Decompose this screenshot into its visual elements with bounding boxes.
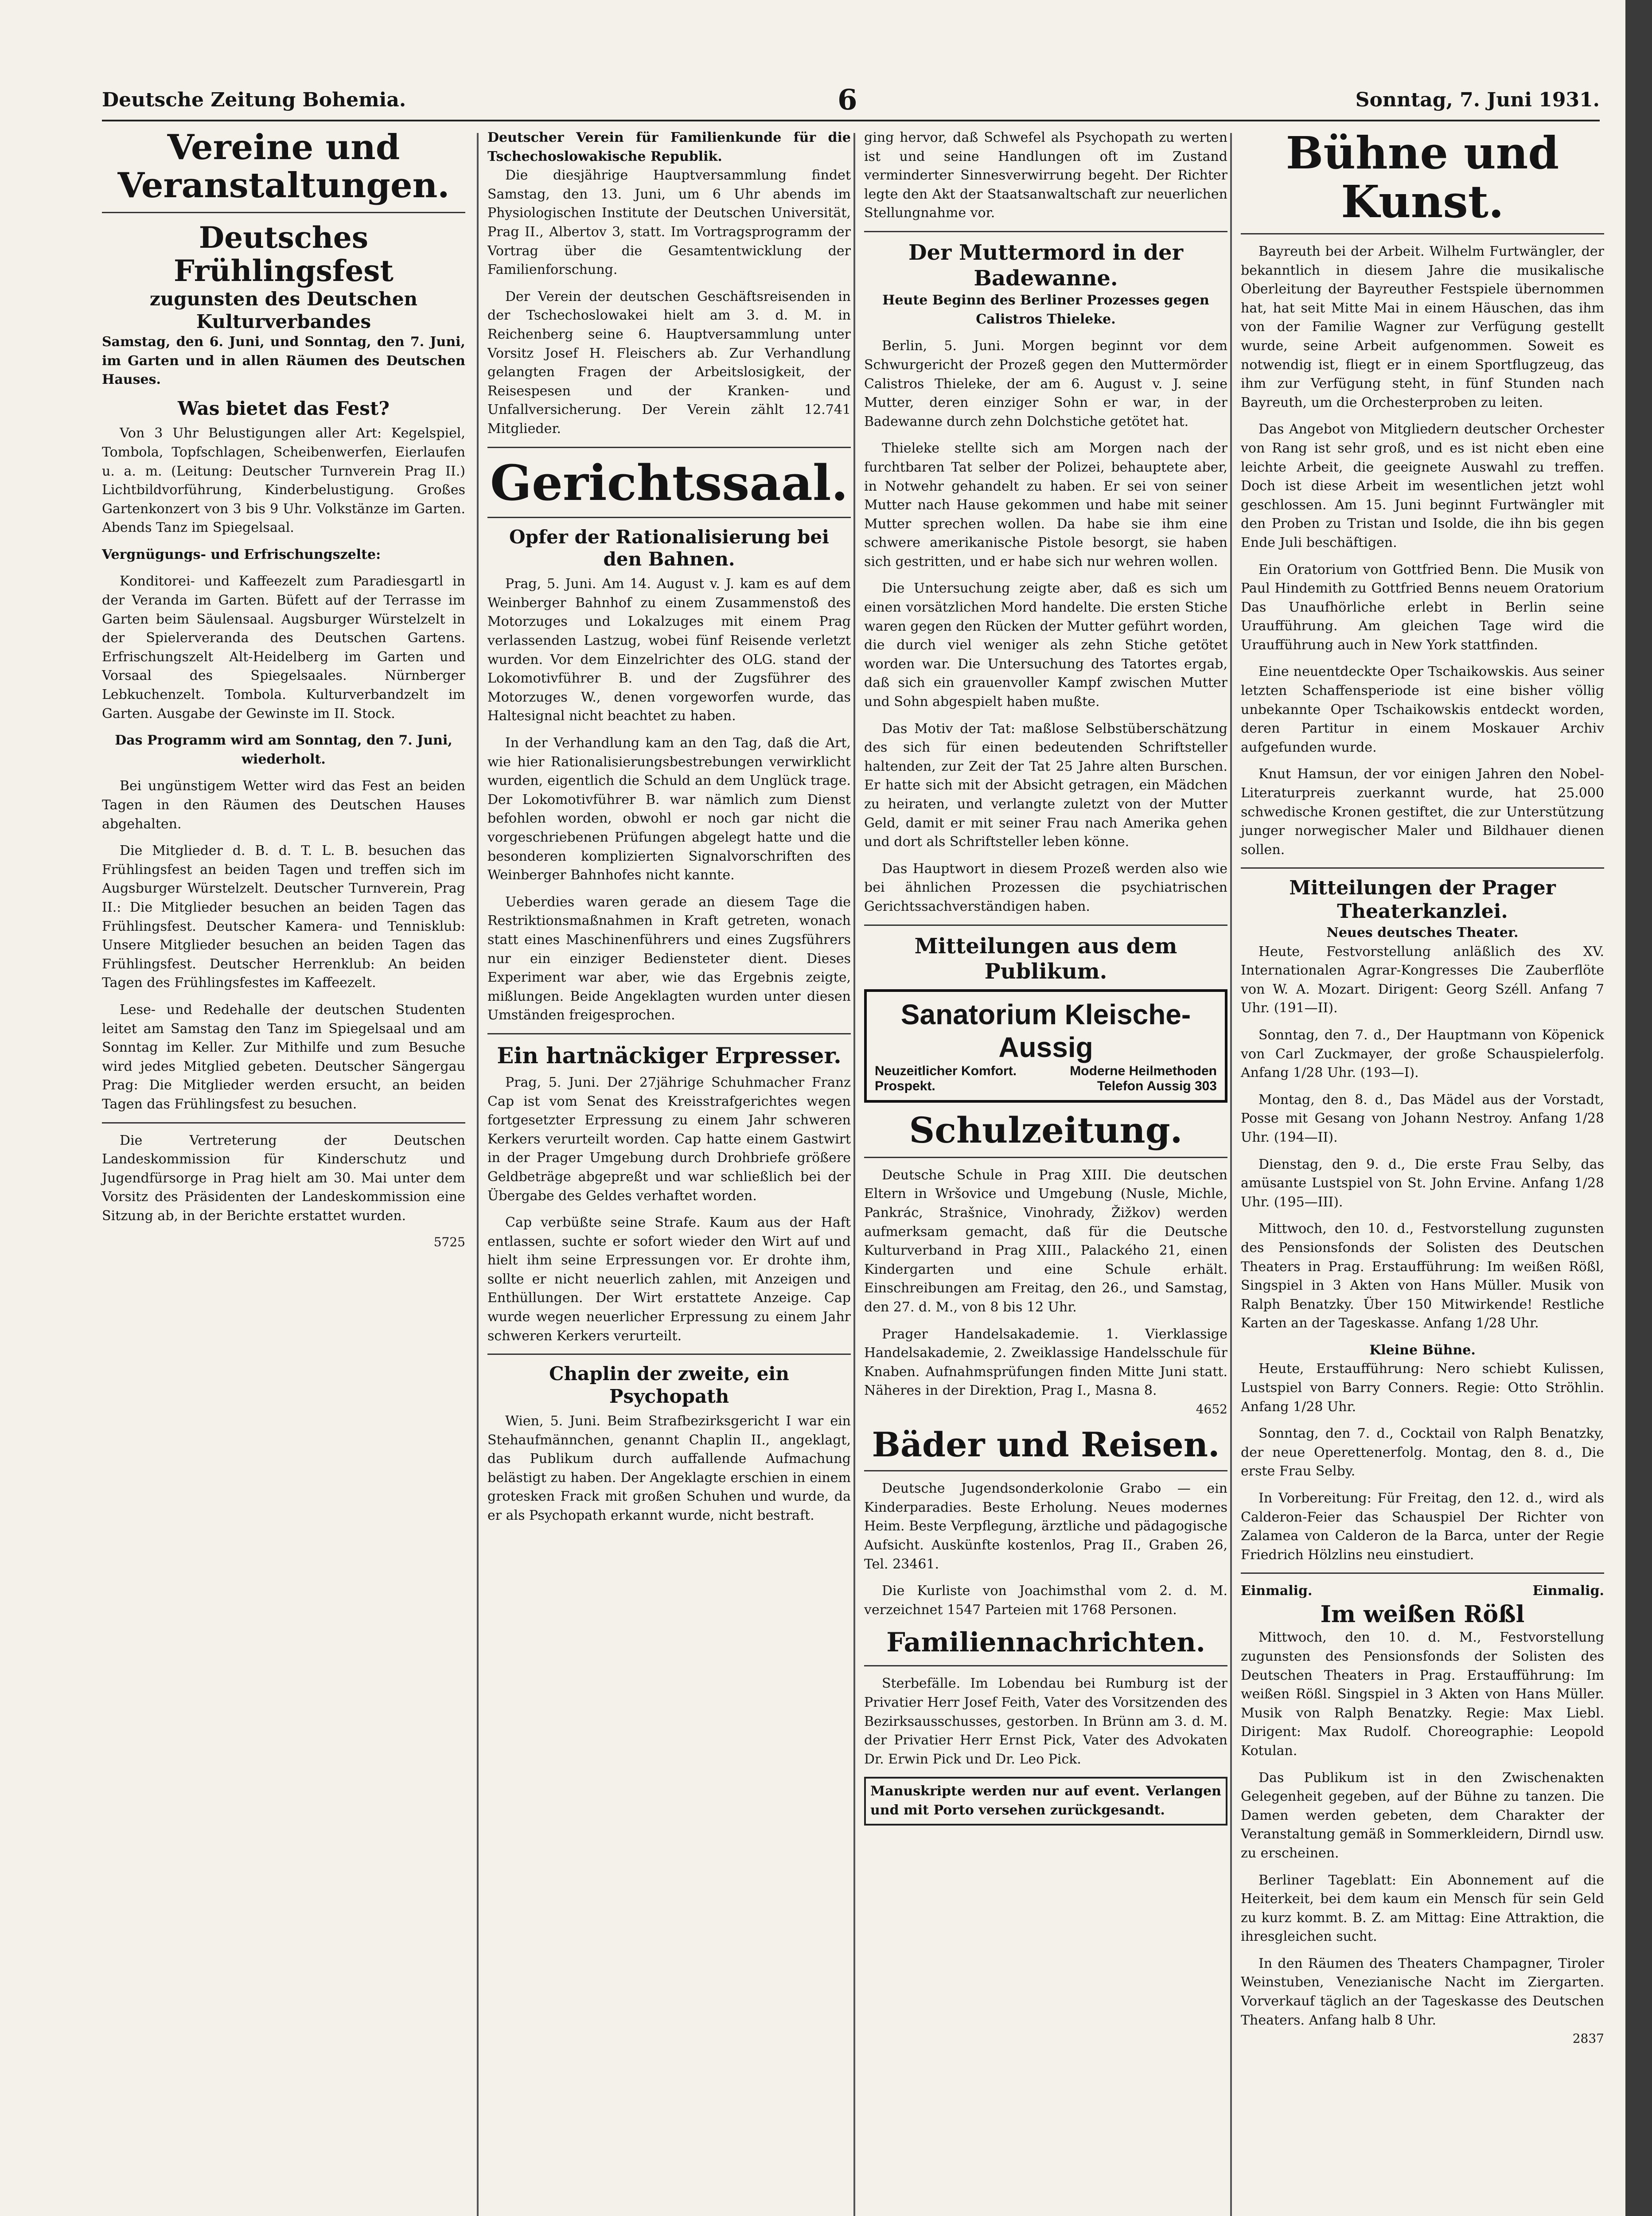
- ad-row-1: [875, 1064, 1217, 1079]
- column-2: [487, 129, 851, 1533]
- fest-paragraph-4: Die Mitglieder d. B. d. T. L. B. besuchen das Frühlingsfest an beiden Tagen und treffen sich im Augsburger Würstelzelt. Deutscher Turnverein, Prag II.: Die Mitglieder besuchen an beiden Tagen das Frühlingsfest. Deutscher Kamera- und Tennisklub: Unsere Mitglieder besuchen an beiden Tagen das Frühlingsfest. Deutscher Herrenklub: An beiden Tagen des Frühlingsfestes im Kaffeezelt.: [102, 843, 465, 991]
- travel-p1: Deutsche Jugendsonderkolonie Grabo — ein Kinderparadies. Beste Erholung. Neues modernes Heim. Beste Verpflegung, ärztliche und pädagogische Aufsicht. Auskünfte kostenlos, Prag II., Graben 26, Tel. 23461.: [864, 1481, 1227, 1572]
- court-article-1-p3: Ueberdies waren gerade an diesem Tage die Restriktionsmaßnahmen in Kraft getreten, wonach statt eines Maschinenführers und eines Zugsführers nur ein einziger Bediensteter dient. Dieses Experiment war aber, wie das Ergebnis zeigte, mißlungen. Beide Angeklagten wurden unter diesen Umständen freigesprochen.: [487, 894, 851, 1023]
- muttermord-p5: Das Hauptwort in diesem Prozeß werden also wie bei ähnlichen Prozessen die psychiatrischen Gerichtssachverständigen haben.: [864, 861, 1227, 914]
- page-date: Sonntag, 7. Juni 1931.: [1355, 89, 1600, 111]
- divider: [487, 447, 851, 448]
- column-4: [1241, 129, 1604, 2048]
- divider: [1241, 867, 1604, 869]
- muttermord-p2: Thieleke stellte sich am Morgen nach der furchtbaren Tat selber der Polizei, behauptete aber, in Notwehr gehandelt zu haben. Er sei von seiner Mutter nach Hause gekommen und habe mit seiner Mutter sprechen wollen. Da habe sie ihm eine schwere amerikanische Pistole besorgt, sie haben sich gestritten, und er habe sich nur wehren wollen.: [864, 441, 1227, 570]
- fest-paragraph-6: Die Vertreterung der Deutschen Landeskommission für Kinderschutz und Jugendfürsorge in Prag hielt am 30. Mai unter dem Vorsitz des Präsidenten der Landeskommission eine Sitzung ab, in der Berichte erstattet wurden.: [102, 1132, 465, 1224]
- small-stage-p3: In Vorbereitung: Für Freitag, den 12. d., wird als Calderon-Feier das Schauspiel Der Richter von Zalamea von Calderon de la Barca, unter der Regie Friedrich Hölzlins neu einstudiert.: [1241, 1490, 1604, 1563]
- theater-p2: Sonntag, den 7. d., Der Hauptmann von Köpenick von Carl Zuckmayer, der große Schauspielerfolg. Anfang 1/28 Uhr. (193—I).: [1241, 1027, 1604, 1081]
- ad-methods: Moderne Heilmethoden: [1070, 1063, 1217, 1078]
- theater-p5: Mittwoch, den 10. d., Festvorstellung zugunsten des Pensionsfonds der Solisten des Deutschen Theaters in Prag. Erstaufführung: Im weißen Rößl, Singspiel in 3 Akten von Hans Müller. Musik von Ralph Benatzky. Über 150 Mitwirkende! Restliche Karten an der Tageskasse. Anfang 1/28 Uhr.: [1241, 1221, 1604, 1331]
- page-number: 6: [838, 83, 857, 117]
- divider: [102, 1122, 465, 1124]
- column-3: [864, 129, 1227, 1831]
- theater-title: Mitteilungen der Prager Theaterkanzlei.: [1289, 877, 1556, 923]
- einmalig-right: Einmalig.: [1532, 1583, 1604, 1599]
- manuscript-notice-box: [864, 1777, 1227, 1825]
- fest-title: Deutsches Frühlingsfest: [174, 220, 394, 289]
- divider: [864, 1665, 1227, 1666]
- divider: [487, 1033, 851, 1034]
- fest-paragraph-3: Bei ungünstigem Wetter wird das Fest an beiden Tagen in den Räumen des Deutschen Hauses abgehalten.: [102, 778, 465, 832]
- divider: [487, 1354, 851, 1355]
- continued-text: ging hervor, daß Schwefel als Psychopath zu werten ist und seine Handlungen oft im Zustand verminderter Sinnesverwirrung begeht. Der Richter legte den Akt der Staatsanwaltschaft zur neuerlichen Stellungnahme vor.: [864, 130, 1227, 221]
- ad-telefon: Telefon Aussig 303: [1097, 1078, 1217, 1093]
- publikum-title: Mitteilungen aus dem Publikum.: [914, 933, 1177, 984]
- geschaeftsreisende-text: Der Verein der deutschen Geschäftsreisenden in der Tschechoslowakei hielt am 3. d. M. in Reichenberg seine 6. Hauptversammlung unter Vorsitz Josef H. Fleischers ab. Zur Verhandlung gelangten Fragen der Arbeitslosigkeit, der Reisespesen und der Kranken- und Unfallversicherung. Der Verein zählt 12.741 Mitglieder.: [487, 289, 851, 437]
- schulzeitung-title: Schulzeitung.: [909, 1109, 1183, 1151]
- divider: [1241, 1572, 1604, 1574]
- buehne-p2: Das Angebot von Mitgliedern deutscher Orchester von Rang ist sehr groß, und es ist nicht eben eine leichte Arbeit, die geeignete Auswahl zu treffen. Doch ist diese Arbeit im wesentlichen jetzt wohl geschlossen. Am 15. Juni beginnt Furtwängler mit den Proben zu Tristan und Isolde, die ihn bis gegen Ende Juli beschäftigen.: [1241, 421, 1604, 550]
- ad-row-2: [875, 1079, 1217, 1094]
- column-rule-3: [1230, 133, 1232, 2216]
- fest-paragraph-2: Konditorei- und Kaffeezelt zum Paradiesgartl in der Veranda im Garten. Büfett auf der Terrasse im Garten beim Säulensaal. Augsburger Würstelzelt in der Spielerveranda des Deutschen Gartens. Erfrischungszelt Alt-Heidelberg im Garten und Vorsaal des Spiegelsaales. Nürnberger Lebkuchenzelt. Tombola. Kulturverbandzelt im Garten. Ausgabe der Gewinste im II. Stock.: [102, 574, 465, 722]
- divider: [487, 517, 851, 518]
- fest-subheading: Vergnügungs- und Erfrischungszelte:: [102, 546, 381, 562]
- scan-edge-right: [1625, 0, 1652, 2216]
- familien-title: Familiennachrichten.: [886, 1627, 1205, 1658]
- buehne-p3: Ein Oratorium von Gottfried Benn. Die Musik von Paul Hindemith zu Gottfried Benns neuem Oratorium Das Unaufhörliche erlebt in Berlin seine Uraufführung. Am gleichen Tage wird die Uraufführung auch in New York stattfinden.: [1241, 562, 1604, 653]
- small-stage-p1: Heute, Erstaufführung: Nero schiebt Kulissen, Lustspiel von Barry Conners. Regie: Otto Ströhlin. Anfang 1/28 Uhr.: [1241, 1361, 1604, 1415]
- buehne-p5: Knut Hamsun, der vor einigen Jahren den Nobel-Literaturpreis zuerkannt wurde, hat 25.000 schwedische Kronen gestiftet, die zur Unterstützung junger norwegischer Maler und Bildhauer dienen sollen.: [1241, 766, 1604, 858]
- ad-prospekt: Prospekt.: [875, 1078, 935, 1093]
- family-p1: Sterbefälle. Im Lobendau bei Rumburg ist der Privatier Herr Josef Feith, Vater des Vorsitzenden des Bezirksausschusses, gestorben. In Brünn am 3. d. M. der Privatier Herr Ernst Pick, Vater des Advokaten Dr. Erwin Pick und Dr. Leo Pick.: [864, 1676, 1227, 1767]
- buehne-p1: Bayreuth bei der Arbeit. Wilhelm Furtwängler, der bekanntlich in diesem Jahre die musikalische Oberleitung der Bayreuther Festspiele übernommen hat, hat seit Mitte Mai in einem Häuschen, das ihm von der Familie Wagner zur Verfügung gestellt wurde, seine Arbeit aufgenommen. Soweit es notwendig ist, fliegt er in einem Sportflugzeug, das ihm zur Verfügung steht, in fünf Stunden nach Bayreuth, um die Orchesterproben zu leiten.: [1241, 244, 1604, 410]
- manuscript-notice: Manuskripte werden nur auf event. Verlangen und mit Porto versehen zurückgesandt.: [870, 1783, 1221, 1818]
- court-article-2-p2: Cap verbüßte seine Strafe. Kaum aus der Haft entlassen, suchte er sofort wieder den Wirt auf und hielt ihm seine Erpressungen vor. Er drohte ihm, sollte er nicht neuerlich zahlen, mit Anzeigen und Enthüllungen. Der Wirt erstattete Anzeige. Cap wurde wegen neuerlicher Erpressung zu einem Jahr schweren Kerkers verurteilt.: [487, 1215, 851, 1344]
- page-header: [102, 80, 1600, 121]
- small-stage-title: Kleine Bühne.: [1369, 1342, 1476, 1358]
- muttermord-p3: Die Untersuchung zeigte aber, daß es sich um einen vorsätzlichen Mord handelte. Die ersten Stiche waren gegen den Rücken der Mutter geführt worden, die durch viel weniger als zehn Stiche getötet worden war. Die Untersuchung des Tatortes ergab, daß sich ein grauenvoller Kampf zwischen Mutter und Sohn abgespielt haben mußte.: [864, 581, 1227, 710]
- signature-code-col4: 2837: [1572, 2031, 1604, 2046]
- court-article-1-p1: Prag, 5. Juni. Am 14. August v. J. kam es auf dem Weinberger Bahnhof zu einem Zusammenstoß des Motorzuges und Lokalzuges mit einem Prag verlassenden Lastzug, wobei fünf Reisende verletzt wurden. Vor dem Einzelrichter des OLG. stand der Lokomotivführer B. und der Zugsführer des Motorzuges W., denen vorgeworfen wurde, das Haltesignal nicht beachtet zu haben.: [487, 576, 851, 724]
- einmalig-left: Einmalig.: [1241, 1583, 1313, 1599]
- fest-question: Was bietet das Fest?: [178, 397, 390, 419]
- roessl-title: Im weißen Rößl: [1320, 1601, 1525, 1628]
- signature-code: 5725: [433, 1235, 465, 1250]
- school-p2: Prager Handelsakademie. 1. Vierklassige Handelsakademie, 2. Zweiklassige Handelsschule für Knaben. Aufnahmsprüfungen finden Mitte Juni statt. Näheres in der Direktion, Prag I., Masna 8.: [864, 1326, 1227, 1399]
- muttermord-subtitle: Heute Beginn des Berliner Prozesses gegen Calistros Thieleke.: [882, 293, 1209, 327]
- theater-p4: Dienstag, den 9. d., Die erste Frau Selby, das amüsante Lustspiel von St. John Ervine. Anfang 1/28 Uhr. (195—III).: [1241, 1156, 1604, 1210]
- fest-dates: Samstag, den 6. Juni, und Sonntag, den 7. Juni, im Garten und in allen Räumen des Deutschen Hauses.: [102, 334, 465, 388]
- divider: [102, 212, 465, 213]
- muttermord-title: Der Muttermord in der Badewanne.: [908, 240, 1183, 291]
- divider: [864, 1470, 1227, 1471]
- gerichtssaal-title: Gerichtssaal.: [490, 454, 848, 511]
- buehne-title: Bühne und Kunst.: [1286, 127, 1559, 228]
- column-rule-1: [477, 133, 479, 2216]
- theater-subtitle: Neues deutsches Theater.: [1326, 925, 1519, 940]
- travel-p2: Die Kurliste von Joachimsthal vom 2. d. M. verzeichnet 1547 Parteien mit 1768 Personen.: [864, 1583, 1227, 1618]
- court-article-1-p2: In der Verhandlung kam an den Tag, daß die Art, wie hier Rationalisierungsbestrebungen verwirklicht wurden, eigentlich die Schuld an dem Unglück trage. Der Lokomotivführer B. war nämlich zum Dienst befohlen worden, obwohl er noch gar nicht die vorgeschriebenen Prüfungen abgelegt hatte und die besonderen komplizierten Signalvorschriften des Weinberger Bahnhofes nicht kannte.: [487, 735, 851, 883]
- court-article-2-title: Ein hartnäckiger Erpresser.: [497, 1042, 842, 1069]
- baeder-title: Bäder und Reisen.: [872, 1424, 1220, 1464]
- fest-paragraph-5: Lese- und Redehalle der deutschen Studenten leitet am Samstag den Tanz im Spiegelsaal und am Sonntag im Keller. Zur Mithilfe und zum Besuche wird jedes Mitglied gebeten. Deutscher Sängergau Prag: Die Mitglieder werden ersucht, an beiden Tagen das Frühlingsfest zu besuchen.: [102, 1002, 465, 1112]
- ad-name: Sanatorium Kleische-Aussig: [900, 998, 1191, 1063]
- buehne-p4: Eine neuentdeckte Oper Tschaikowskis. Aus seiner letzten Schaffensperiode ist eine bisher völlig unbekannte Oper Tschaikowskis entdeckt worden, deren Partitur in einem Moskauer Archiv aufgefunden wurde.: [1241, 664, 1604, 755]
- fest-subtitle: zugunsten des Deutschen Kulturverbandes: [149, 288, 418, 332]
- familienkunde-title: Deutscher Verein für Familienkunde für die Tschechoslowakische Republik.: [487, 130, 851, 164]
- school-p1: Deutsche Schule in Prag XIII. Die deutschen Eltern in Wršovice und Umgebung (Nusle, Michle, Pankrác, Strašnice, Vinohrady, Žižkov) werden aufmerksam gemacht, daß für die Deutsche Kulturverband in Prag XIII., Palackého 21, einen Kindergarten und eine Schule erhält. Einschreibungen am Freitag, den 26., und Samstag, den 27. d. M., von 8 bis 12 Uhr.: [864, 1167, 1227, 1315]
- theater-p3: Montag, den 8. d., Das Mädel aus der Vorstadt, Posse mit Gesang von Johann Nestroy. Anfang 1/28 Uhr. (194—II).: [1241, 1092, 1604, 1145]
- small-stage-p2: Sonntag, den 7. d., Cocktail von Ralph Benatzky, der neue Operettenerfolg. Montag, den 8. d., Die erste Frau Selby.: [1241, 1426, 1604, 1479]
- roessl-p2: Das Publikum ist in den Zwischenakten Gelegenheit gegeben, auf der Bühne zu tanzen. Die Damen werden gebeten, dem Charakter der Veranstaltung gemäß in Sommerkleidern, Dirndl usw. zu erscheinen.: [1241, 1770, 1604, 1861]
- theater-p1: Heute, Festvorstellung anläßlich des XV. Internationalen Agrar-Kongresses Die Zauberflöte von W. A. Mozart. Dirigent: Georg Széll. Anfang 7 Uhr. (191—II).: [1241, 944, 1604, 1016]
- divider: [864, 925, 1227, 926]
- divider: [864, 231, 1227, 232]
- sanatorium-advertisement: [864, 989, 1227, 1103]
- court-article-3-title: Chaplin der zweite, ein Psychopath: [549, 1363, 789, 1407]
- muttermord-p1: Berlin, 5. Juni. Morgen beginnt vor dem Schwurgericht der Prozeß gegen den Muttermörder Calistros Thieleke, der am 6. August v. J. seine Mutter, deren einziger Sohn er war, in der Badewanne durch zehn Dolchstiche getötet hat.: [864, 338, 1227, 429]
- fest-program: Das Programm wird am Sonntag, den 7. Juni, wiederholt.: [115, 733, 452, 767]
- einmalig-row: [1241, 1582, 1604, 1601]
- section-title-vereine: Vereine und Veranstaltungen.: [117, 127, 450, 206]
- court-article-1-title: Opfer der Rationalisierung bei den Bahnen.: [509, 526, 829, 570]
- court-article-2-p1: Prag, 5. Juni. Der 27jährige Schuhmacher Franz Cap ist vom Senat des Kreisstrafgerichtes wegen fortgesetzter Erpressung zu einem Jahr schweren Kerkers verurteilt worden. Cap hatte einem Gastwirt in der Prager Umgebung durch Drohbriefe größere Geldbeträge abgepreßt und war schließlich bei der Übergabe des Geldes verhaftet worden.: [487, 1074, 851, 1204]
- school-signature: 4652: [1196, 1401, 1227, 1416]
- familienkunde-text: Die diesjährige Hauptversammlung findet Samstag, den 13. Juni, um 6 Uhr abends im Physiologischen Institute der Deutschen Universität, Prag II., Albertov 3, statt. Im Vortragsprogramm der Vortrag über die Gesamtentwicklung der Familienforschung.: [487, 168, 851, 278]
- ad-comfort: Neuzeitlicher Komfort.: [875, 1063, 1017, 1078]
- court-article-3-p1: Wien, 5. Juni. Beim Strafbezirksgericht I war ein Stehaufmännchen, genannt Chaplin II., angeklagt, das Publikum durch auffallende Aufmachung belästigt zu haben. Der Angeklagte erschien in einem grotesken Frack mit großen Schuhen und wurde, da er als Psychopath erkannt wurde, nicht bestraft.: [487, 1413, 851, 1523]
- masthead-left: Deutsche Zeitung Bohemia.: [102, 89, 406, 111]
- roessl-p3: Berliner Tageblatt: Ein Abonnement auf die Heiterkeit, bei dem kaum ein Mensch für sein Geld zu kurz kommt. B. Z. am Mittag: Eine Attraktion, die ihresgleichen sucht.: [1241, 1872, 1604, 1945]
- column-rule-2: [853, 133, 855, 2216]
- divider: [864, 1157, 1227, 1158]
- fest-paragraph-1: Von 3 Uhr Belustigungen aller Art: Kegelspiel, Tombola, Topfschlagen, Scheibenwerfen, Eierlaufen u. a. m. (Leitung: Deutscher Turnverein Prag II.) Lichtbildvorführung, Kinderbelustigung. Großes Gartenkonzert von 3 bis 9 Uhr. Volkstänze im Garten. Abends Tanz im Spiegelsaal.: [102, 425, 465, 536]
- roessl-p1: Mittwoch, den 10. d. M., Festvorstellung zugunsten des Pensionsfonds der Solisten des Deutschen Theaters in Prag. Erstaufführung: Im weißen Rößl. Singspiel in 3 Akten von Hans Müller. Musik von Ralph Benatzky. Regie: Max Liebl. Dirigent: Max Rudolf. Choreographie: Leopold Kotulan.: [1241, 1630, 1604, 1759]
- column-1: [102, 129, 465, 1251]
- divider: [1241, 233, 1604, 234]
- roessl-p4: In den Räumen des Theaters Champagner, Tiroler Weinstuben, Venezianische Nacht im Ziergarten. Vorverkauf täglich an der Tageskasse des Deutschen Theaters. Anfang halb 8 Uhr.: [1241, 1955, 1604, 2028]
- muttermord-p4: Das Motiv der Tat: maßlose Selbstüberschätzung des sich für einen bedeutenden Schriftsteller haltenden, zur Zeit der Tat 25 Jahre alten Burschen. Er hatte sich mit der Absicht getragen, ein Mädchen zu heiraten, und verlangte zuletzt von der Mutter Geld, damit er mit seiner Frau nach Amerika gehen und dort als Schriftsteller leben könne.: [864, 721, 1227, 850]
